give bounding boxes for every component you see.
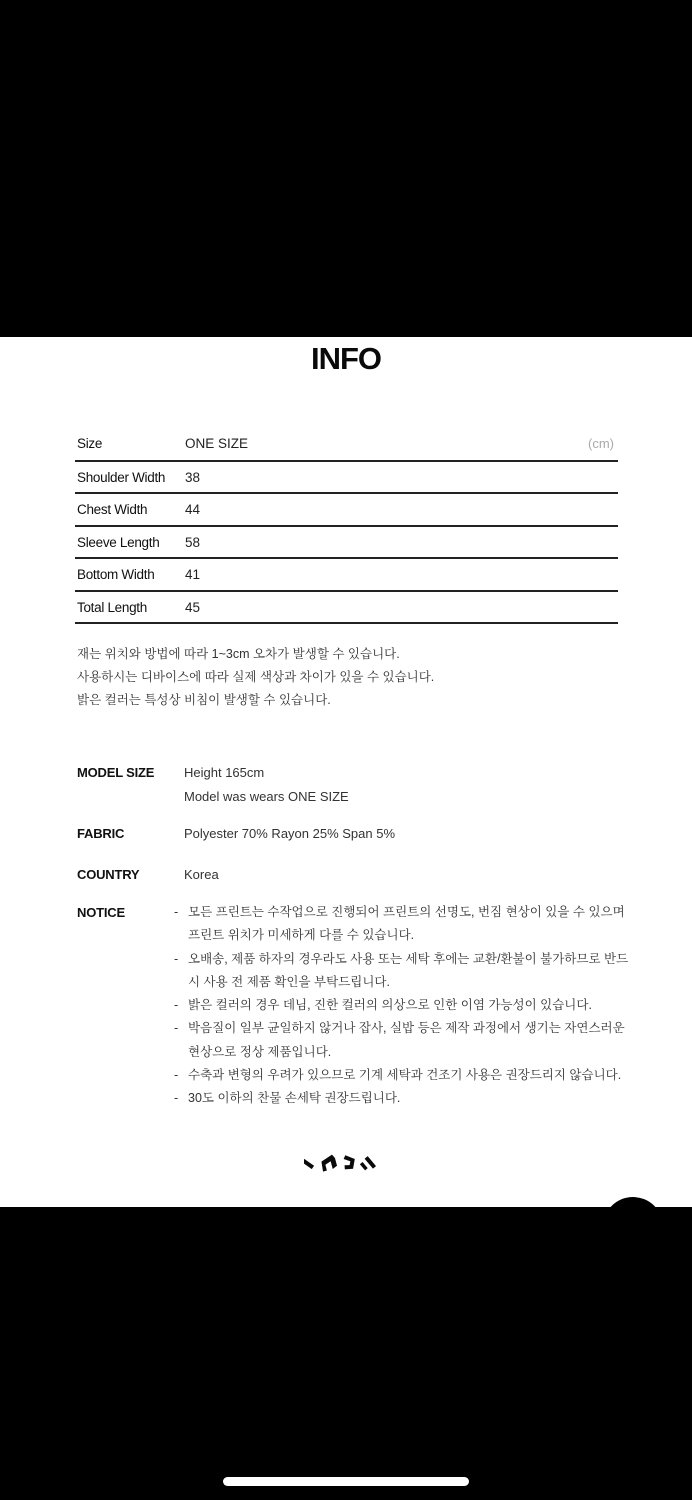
row-value: 58	[185, 534, 201, 550]
notice-item: - 30도 이하의 찬물 손세탁 권장드립니다.	[174, 1087, 634, 1110]
product-info-panel	[0, 337, 692, 1207]
country-value: Korea	[184, 867, 219, 882]
model-height: Height 165cm	[184, 765, 265, 780]
model-size-label: MODEL SIZE	[77, 765, 155, 780]
fabric-value: Polyester 70% Rayon 25% Span 5%	[184, 826, 396, 841]
table-row	[75, 527, 618, 560]
home-indicator[interactable]	[223, 1477, 469, 1486]
top-black-area	[0, 0, 692, 337]
row-value: 38	[185, 469, 201, 485]
measurement-notes	[77, 643, 434, 712]
model-wears: Model was wears ONE SIZE	[184, 789, 349, 804]
notice-label: NOTICE	[77, 905, 125, 920]
row-value: 45	[185, 599, 201, 615]
note-line: 밝은 컬러는 특성상 비침이 발생할 수 있습니다.	[77, 693, 331, 707]
row-value: 44	[185, 502, 201, 517]
size-table	[75, 429, 618, 624]
row-label: Chest Width	[77, 502, 148, 517]
row-label: Total Length	[77, 599, 147, 615]
size-table-header	[75, 429, 618, 462]
table-row	[75, 559, 618, 592]
table-row	[75, 494, 618, 527]
notice-list	[174, 901, 634, 1111]
row-value: 41	[185, 567, 201, 582]
page-title: INFO	[310, 341, 382, 376]
unit-label: (cm)	[588, 436, 614, 451]
row-label: Shoulder Width	[77, 469, 166, 485]
size-header-label: Size	[77, 436, 103, 451]
notice-item: - 오배송, 제품 하자의 경우라도 사용 또는 세탁 후에는 교환/환불이 불가하므로 반드시 사용 전 제품 확인을 부탁드립니다.	[174, 948, 634, 995]
row-label: Sleeve Length	[77, 534, 160, 550]
table-row	[75, 592, 618, 625]
notice-item: - 박음질이 일부 균일하지 않거나 잡사, 실밥 등은 제작 과정에서 생기는 자연스러운 현상으로 정상 제품입니다.	[174, 1017, 634, 1064]
notice-item: - 수축과 변형의 우려가 있으므로 기계 세탁과 건조기 사용은 권장드리지 않습니다.	[174, 1064, 634, 1087]
notice-item: - 밝은 컬러의 경우 데님, 진한 컬러의 의상으로 인한 이염 가능성이 있습니다.	[174, 994, 634, 1017]
fabric-label: FABRIC	[77, 826, 125, 841]
country-label: COUNTRY	[77, 867, 140, 882]
note-line: 사용하시는 디바이스에 따라 실제 색상과 차이가 있을 수 있습니다.	[77, 670, 435, 684]
notice-item: - 모든 프린트는 수작업으로 진행되어 프린트의 선명도, 번짐 현상이 있을 수 있으며 프린트 위치가 미세하게 다를 수 있습니다.	[174, 901, 634, 948]
table-row	[75, 462, 618, 495]
note-line: 재는 위치와 방법에 따라 1~3cm 오차가 발생할 수 있습니다.	[77, 647, 400, 661]
size-header-value: ONE SIZE	[185, 436, 249, 451]
floating-action-button[interactable]	[603, 1197, 663, 1207]
row-label: Bottom Width	[77, 567, 155, 582]
brand-logo-icon	[304, 1152, 388, 1174]
model-size-value	[184, 761, 349, 809]
